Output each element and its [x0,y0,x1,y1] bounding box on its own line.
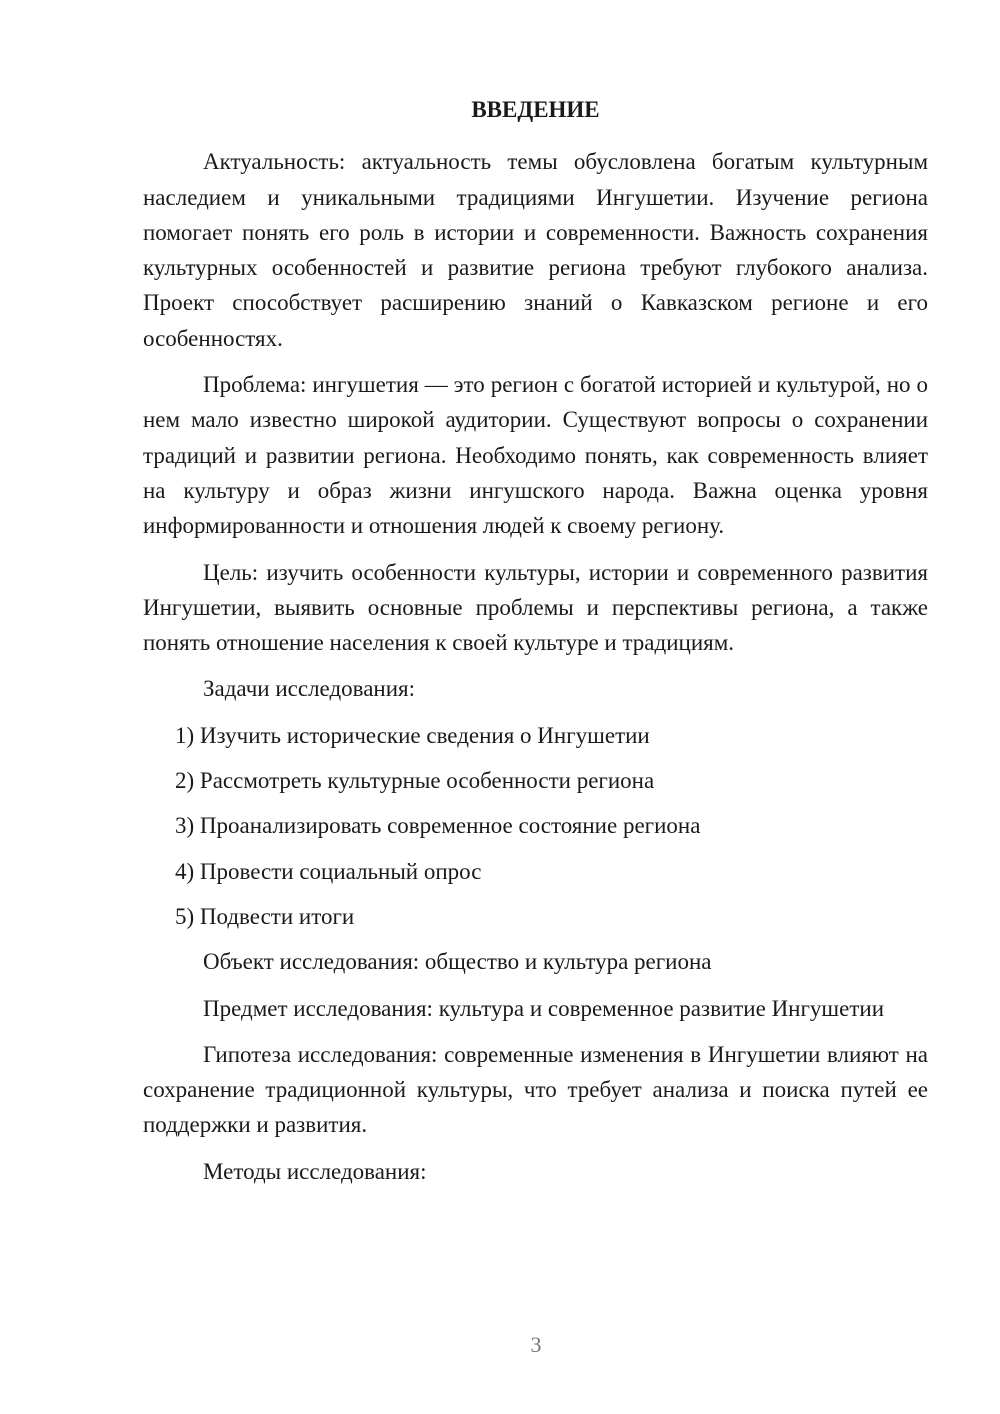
task-item: 4) Провести социальный опрос [175,858,482,884]
tasks-heading: Задачи исследования: [203,676,416,702]
object-paragraph: Объект исследования: общество и культура региона [203,949,712,975]
task-item: 3) Проанализировать современное состояние региона [175,813,701,839]
task-item: 1) Изучить исторические сведения о Ингушетии [175,722,650,748]
hypothesis-paragraph: Гипотеза исследования: современные изменения в Ингушетии влияют на сохранение традиционной культуры, что требует анализа и поиска путей ее поддержки и развития. [143,1041,928,1138]
goal-paragraph: Цель: изучить особенности культуры, истории и современного развития Ингушетии, выявить основные проблемы и перспективы региона, а также понять отношение населения к своей культуре и традициям. [143,559,928,656]
task-item: 2) Рассмотреть культурные особенности региона [175,768,655,794]
methods-heading: Методы исследования: [203,1158,427,1184]
tasks-list [143,718,928,934]
document-page [143,92,928,1200]
subject-paragraph: Предмет исследования: культура и современное развитие Ингушетии [203,995,885,1021]
task-item: 5) Подвести итоги [175,903,355,929]
page-number: 3 [530,1332,542,1357]
section-title: ВВЕДЕНИЕ [471,97,600,122]
relevance-paragraph: Актуальность: актуальность темы обусловлена богатым культурным наследием и уникальными традициями Ингушетии. Изучение региона помогает понять его роль в истории и современности. Важность сохранения культурных особенностей и развитие региона требуют глубокого анализа. Проект способствует расширению знаний о Кавказском регионе и его особенностях. [143,149,928,351]
problem-paragraph: Проблема: ингушетия — это регион с богатой историей и культурой, но о нем мало известно широкой аудитории. Существуют вопросы о сохранении традиций и развитии региона. Необходимо понять, как современность влияет на культуру и образ жизни ингушского народа. Важна оценка уровня информированности и отношения людей к своему региону. [143,372,928,539]
